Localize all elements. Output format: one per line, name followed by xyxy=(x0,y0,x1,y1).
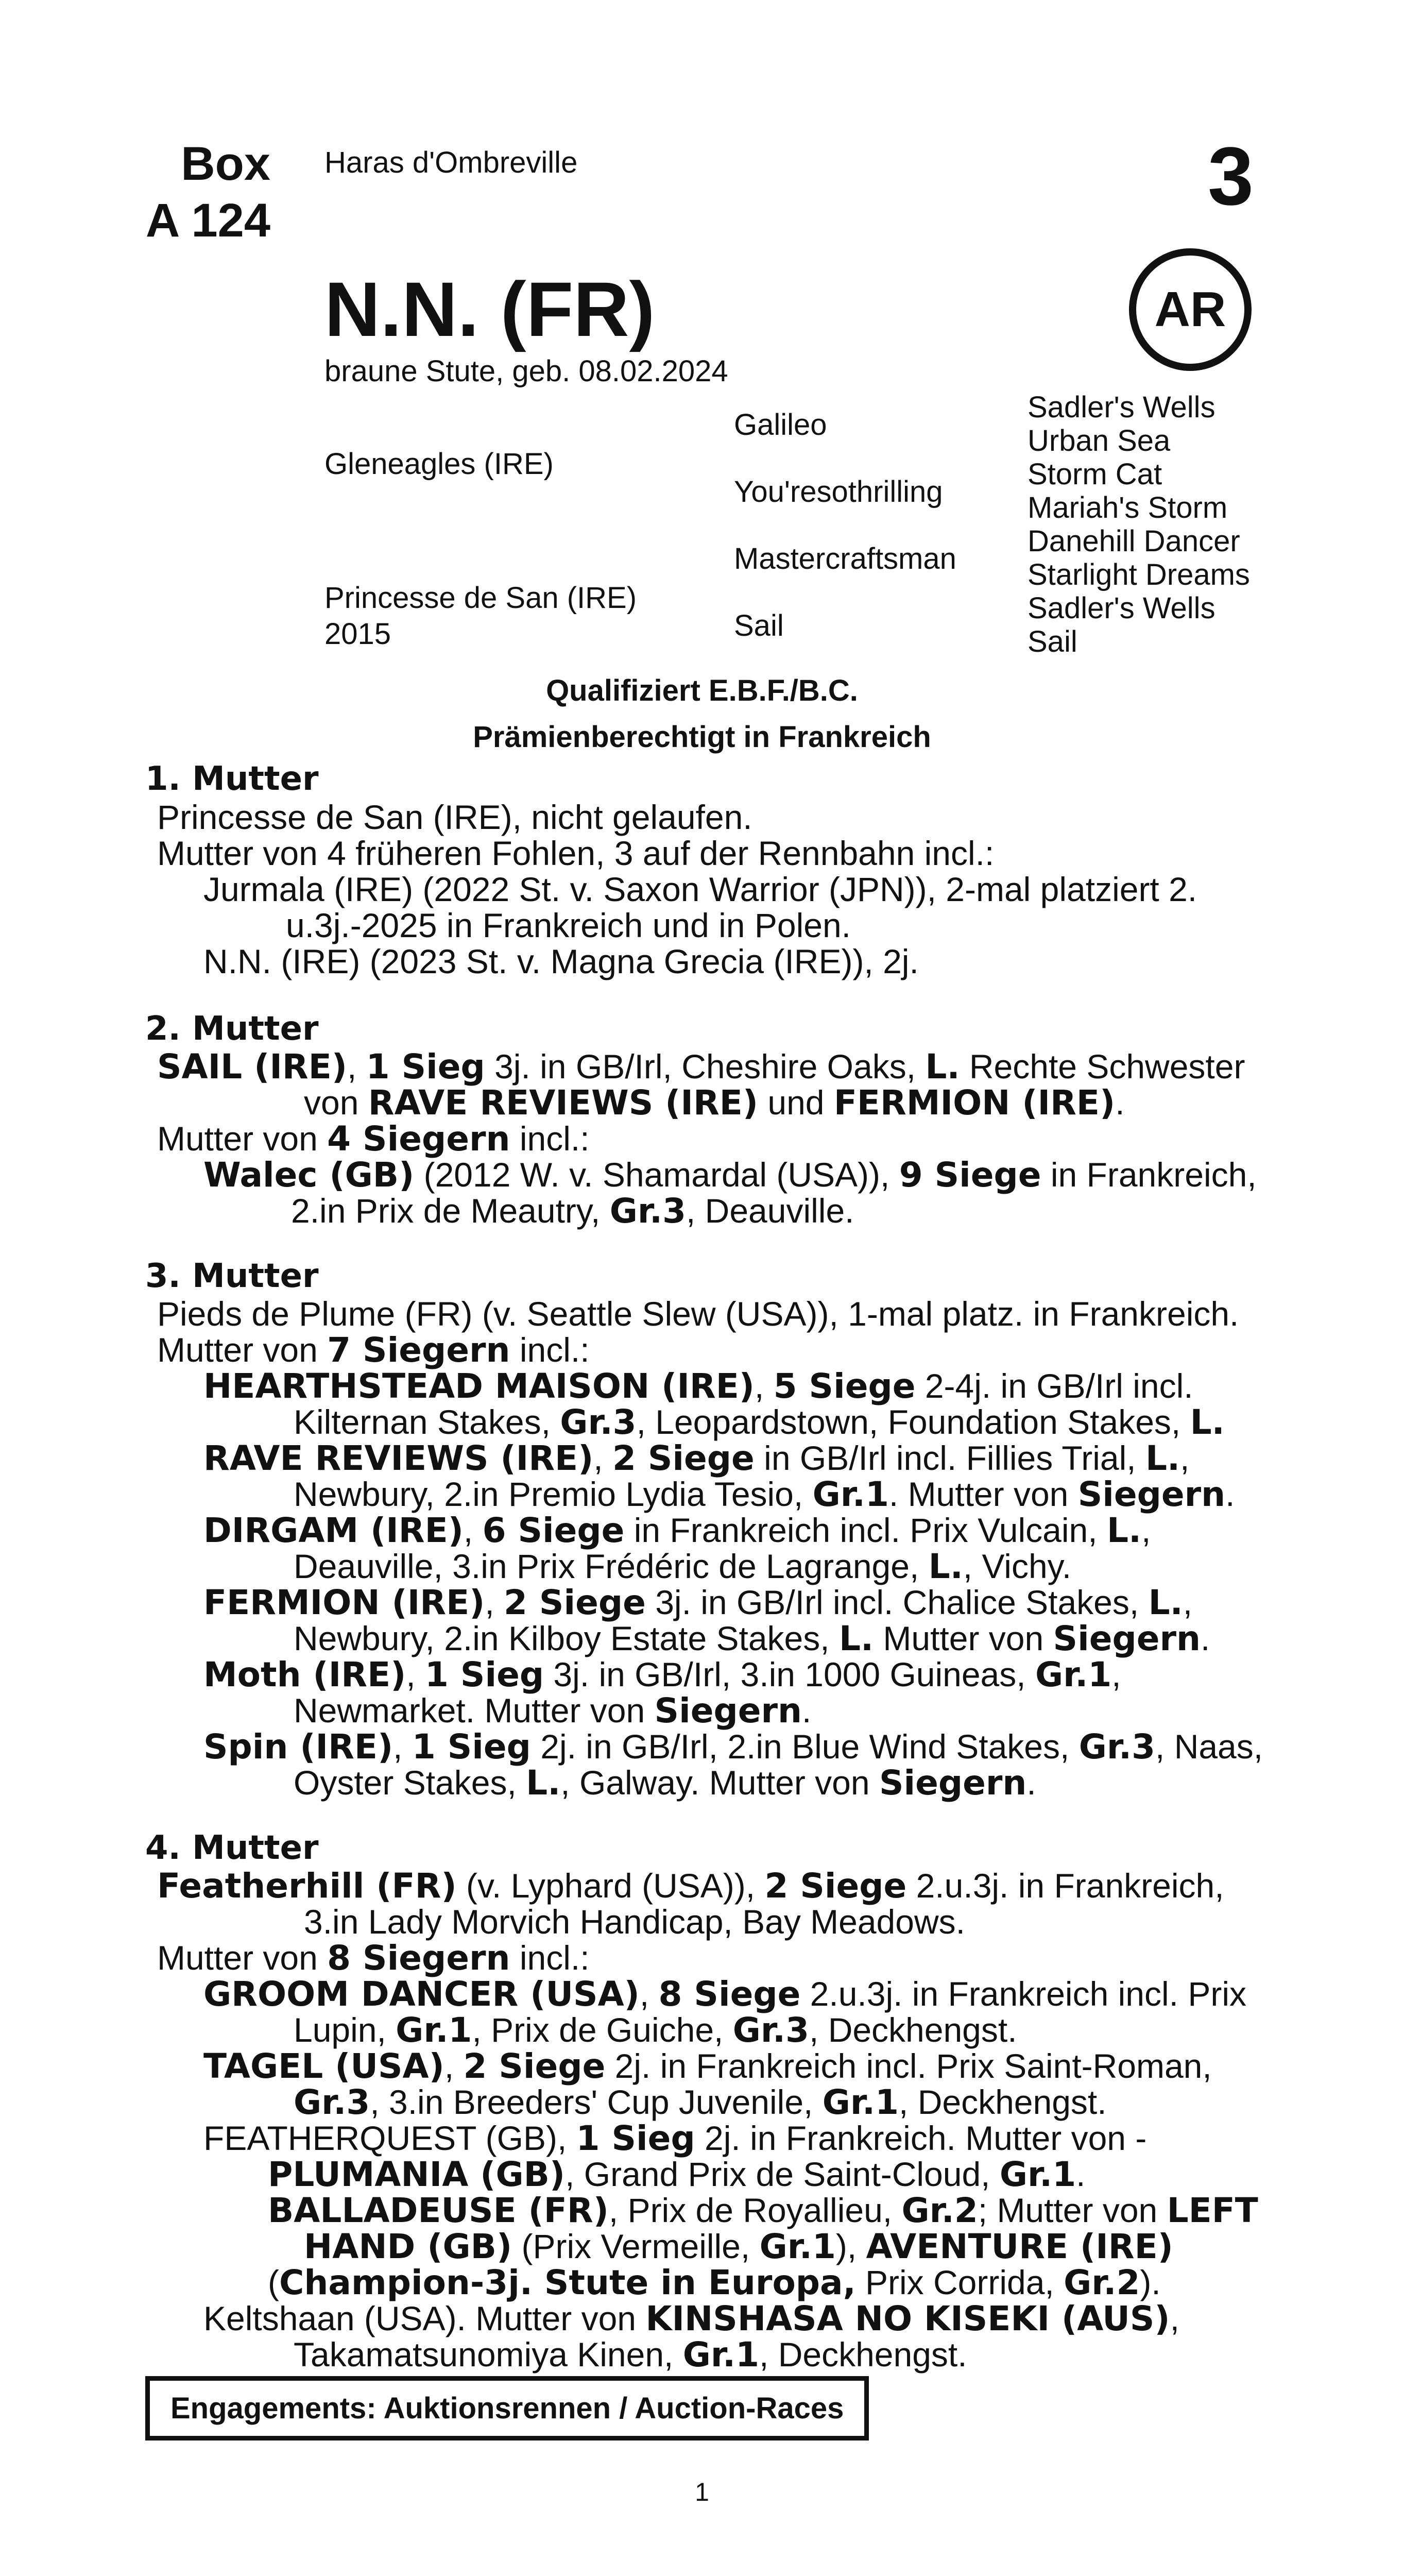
text-fragment: ; Mutter von xyxy=(978,2191,1167,2229)
box-label: Box xyxy=(181,138,270,190)
bold-fragment: KINSHASA NO KISEKI (AUS) xyxy=(645,2299,1170,2338)
bold-fragment: Moth (IRE) xyxy=(203,1655,406,1694)
bold-fragment: Gr.1 xyxy=(759,2227,836,2266)
pedigree-great-grandparent: Danehill Dancer xyxy=(1028,524,1240,558)
section-line xyxy=(294,2335,967,2375)
pedigree-great-grandparent: Starlight Dreams xyxy=(1028,558,1250,591)
section-line xyxy=(157,1294,1239,1333)
bold-fragment: GROOM DANCER (USA) xyxy=(203,1974,640,2014)
bold-fragment: L. xyxy=(925,1047,960,1087)
section-line xyxy=(294,1475,1235,1514)
text-fragment: , Naas, xyxy=(1155,1727,1263,1766)
section-line xyxy=(203,1727,1263,1767)
bold-fragment: 1 Sieg xyxy=(366,1047,485,1087)
bold-fragment: L. xyxy=(838,1619,874,1658)
text-fragment: , Galway. Mutter von xyxy=(560,1764,879,1802)
section-line xyxy=(203,1511,1151,1550)
text-fragment: 3.in Lady Morvich Handicap, Bay Meadows. xyxy=(304,1903,965,1941)
section-line xyxy=(203,2119,1146,2158)
bold-fragment: Gr.3 xyxy=(609,1191,686,1231)
section-line xyxy=(203,2299,1179,2338)
text-fragment: . xyxy=(1225,1475,1235,1513)
pedigree-great-grandparent: Sail xyxy=(1028,625,1077,658)
section-line xyxy=(203,2046,1212,2086)
text-fragment: , xyxy=(639,1975,659,2013)
horse-name: N.N. (FR) xyxy=(324,266,655,352)
text-fragment: Kilternan Stakes, xyxy=(294,1403,560,1441)
text-fragment: ( xyxy=(268,2263,279,2301)
section-line xyxy=(157,1938,590,1978)
text-fragment: . xyxy=(1076,2155,1086,2193)
page-number: 1 xyxy=(695,2478,709,2506)
text-fragment: incl.: xyxy=(510,1120,590,1158)
text-fragment: , xyxy=(444,2047,464,2085)
bold-fragment: 8 Siegern xyxy=(327,1938,510,1978)
section-line xyxy=(157,1047,1245,1087)
bold-fragment: 2 Siege xyxy=(612,1438,755,1478)
bold-fragment: BALLADEUSE (FR) xyxy=(268,2191,609,2230)
pedigree-dam-year: 2015 xyxy=(324,617,391,651)
text-fragment: in Frankreich incl. Prix Vulcain, xyxy=(624,1511,1107,1549)
text-fragment: Newmarket. Mutter von xyxy=(294,1691,655,1730)
bold-fragment: LEFT xyxy=(1167,2191,1258,2230)
section-line xyxy=(157,798,752,837)
bold-fragment: Siegern xyxy=(1077,1475,1226,1514)
text-fragment: 2-4j. in GB/Irl incl. xyxy=(915,1367,1193,1405)
bold-fragment: 2 Siege xyxy=(504,1583,646,1622)
section-line xyxy=(157,1330,590,1370)
bold-fragment: TAGEL (USA) xyxy=(203,2046,444,2086)
text-fragment: u.3j.-2025 in Frankreich und in Polen. xyxy=(286,906,851,944)
text-fragment: Prix Corrida, xyxy=(855,2263,1064,2301)
pedigree-grandparent: Mastercraftsman xyxy=(734,542,956,575)
text-fragment: in GB/Irl incl. Fillies Trial, xyxy=(754,1439,1145,1477)
bold-fragment: 2 Siege xyxy=(764,1866,907,1906)
section-line xyxy=(294,1547,1071,1586)
text-fragment: (Prix Vermeille, xyxy=(512,2227,760,2265)
text-fragment: , Deckhengst. xyxy=(759,2335,967,2374)
bold-fragment: L. xyxy=(1106,1511,1142,1550)
pedigree-great-grandparent: Mariah's Storm xyxy=(1028,491,1228,524)
bold-fragment: RAVE REVIEWS (IRE) xyxy=(368,1083,759,1123)
text-fragment: in Frankreich, xyxy=(1041,1156,1257,1194)
text-fragment: (2012 W. v. Shamardal (USA)), xyxy=(414,1156,899,1194)
box-number: A 124 xyxy=(145,194,270,247)
text-fragment: Princesse de San (IRE), nicht gelaufen. xyxy=(157,798,752,836)
section-line xyxy=(294,1402,1225,1442)
text-fragment: von xyxy=(304,1083,368,1122)
section-title: 3. Mutter xyxy=(145,1257,319,1295)
bold-fragment: 9 Siege xyxy=(899,1155,1041,1195)
text-fragment: Keltshaan (USA). Mutter von xyxy=(203,2299,646,2337)
text-fragment: , Deckhengst. xyxy=(899,2083,1107,2121)
bold-fragment: 1 Sieg xyxy=(425,1655,544,1694)
text-fragment: 2j. in Frankreich incl. Prix Saint-Roman, xyxy=(605,2047,1212,2085)
text-fragment: und xyxy=(758,1083,834,1122)
bold-fragment: Siegern xyxy=(1053,1619,1201,1658)
bold-fragment: L. xyxy=(526,1763,561,1803)
text-fragment: Rechte Schwester xyxy=(960,1047,1245,1086)
section-line xyxy=(203,1438,1189,1478)
text-fragment: 2.in Prix de Meautry, xyxy=(291,1192,610,1230)
bold-fragment: 6 Siege xyxy=(482,1511,625,1550)
bold-fragment: Gr.1 xyxy=(822,2082,899,2122)
qualification-premium: Prämienberechtigt in Frankreich xyxy=(473,720,931,754)
text-fragment: Oyster Stakes, xyxy=(294,1764,526,1802)
text-fragment: Deauville, 3.in Prix Frédéric de Lagrange, xyxy=(294,1547,929,1585)
section-line xyxy=(294,1763,1036,1803)
pedigree-sire: Gleneagles (IRE) xyxy=(324,447,554,481)
text-fragment: , Leopardstown, Foundation Stakes, xyxy=(636,1403,1190,1441)
pedigree-great-grandparent: Sadler's Wells xyxy=(1028,391,1215,424)
section-line xyxy=(157,1866,1224,1906)
text-fragment: Mutter von xyxy=(157,1120,328,1158)
text-fragment: incl.: xyxy=(510,1331,590,1369)
ar-badge xyxy=(1129,248,1252,371)
text-fragment: , xyxy=(1141,1511,1151,1549)
text-fragment: . xyxy=(1201,1619,1210,1657)
section-line xyxy=(304,1902,965,1941)
bold-fragment: 8 Siege xyxy=(658,1974,801,2014)
bold-fragment: Gr.1 xyxy=(1035,1655,1112,1694)
section-line xyxy=(203,942,919,981)
bold-fragment: Featherhill (FR) xyxy=(157,1866,457,1906)
text-fragment: FEATHERQUEST (GB), xyxy=(203,2119,576,2157)
section-line xyxy=(203,870,1197,909)
bold-fragment: Spin (IRE) xyxy=(203,1727,393,1767)
section-line xyxy=(268,2155,1085,2194)
bold-fragment: Walec (GB) xyxy=(203,1155,415,1195)
engagements-box xyxy=(145,2376,869,2441)
bold-fragment: Gr.3 xyxy=(560,1402,637,1442)
text-fragment: , Deauville. xyxy=(686,1192,854,1230)
text-fragment: Mutter von xyxy=(874,1619,1053,1657)
bold-fragment: Gr.3 xyxy=(1078,1727,1156,1767)
qualification-ebf: Qualifiziert E.B.F./B.C. xyxy=(546,674,858,707)
section-line xyxy=(294,2082,1107,2122)
section-line xyxy=(294,2010,1017,2050)
text-fragment: , 3.in Breeders' Cup Juvenile, xyxy=(370,2083,823,2121)
text-fragment: Newbury, 2.in Premio Lydia Tesio, xyxy=(294,1475,813,1513)
section-line xyxy=(203,1655,1121,1694)
text-fragment: , Prix de Guiche, xyxy=(472,2011,733,2049)
pedigree-great-grandparent: Storm Cat xyxy=(1028,457,1162,491)
text-fragment: Takamatsunomiya Kinen, xyxy=(294,2335,683,2374)
breeder: Haras d'Ombreville xyxy=(324,146,578,179)
bold-fragment: 7 Siegern xyxy=(327,1330,510,1370)
text-fragment: , xyxy=(1111,1655,1121,1693)
bold-fragment: SAIL (IRE) xyxy=(157,1047,347,1087)
bold-fragment: 5 Siege xyxy=(773,1366,916,1406)
bold-fragment: DIRGAM (IRE) xyxy=(203,1511,464,1550)
bold-fragment: Siegern xyxy=(654,1691,802,1731)
pedigree-grandparent: Sail xyxy=(734,609,784,642)
section-title: 4. Mutter xyxy=(145,1829,319,1867)
bold-fragment: L. xyxy=(1148,1583,1183,1622)
engagements-label: Engagements: Auktionsrennen / Auction-Races xyxy=(170,2392,844,2425)
pedigree-dam: Princesse de San (IRE) xyxy=(324,581,637,615)
bold-fragment: Gr.1 xyxy=(396,2010,472,2050)
text-fragment: 3j. in GB/Irl, Cheshire Oaks, xyxy=(485,1047,926,1086)
text-fragment: N.N. (IRE) (2023 St. v. Magna Grecia (IRE)), 2j. xyxy=(203,942,919,980)
bold-fragment: Siegern xyxy=(879,1763,1027,1803)
section-line xyxy=(203,1974,1246,2014)
section-line xyxy=(304,2227,1173,2266)
bold-fragment: L. xyxy=(928,1547,963,1586)
text-fragment: . xyxy=(1026,1764,1036,1802)
bold-fragment: L. xyxy=(1190,1402,1225,1442)
text-fragment: , xyxy=(593,1439,612,1477)
bold-fragment: FERMION (IRE) xyxy=(833,1083,1116,1123)
section-line xyxy=(203,1155,1257,1195)
text-fragment: Lupin, xyxy=(294,2011,396,2049)
horse-description: braune Stute, geb. 08.02.2024 xyxy=(324,354,728,388)
text-fragment: , xyxy=(463,1511,483,1549)
text-fragment: Newbury, 2.in Kilboy Estate Stakes, xyxy=(294,1619,839,1657)
text-fragment: Mutter von 4 früheren Fohlen, 3 auf der Rennbahn incl.: xyxy=(157,834,995,872)
text-fragment: , Vichy. xyxy=(963,1547,1072,1585)
text-fragment: , xyxy=(347,1047,366,1086)
section-title: 2. Mutter xyxy=(145,1010,319,1048)
bold-fragment: Gr.1 xyxy=(812,1475,889,1514)
section-line xyxy=(203,1366,1193,1406)
text-fragment: 2j. in Frankreich. Mutter von - xyxy=(695,2119,1147,2157)
text-fragment: , xyxy=(406,1655,425,1693)
bold-fragment: L. xyxy=(1145,1438,1180,1478)
text-fragment: Mutter von xyxy=(157,1939,328,1977)
text-fragment: incl.: xyxy=(510,1939,590,1977)
pedigree-grandparent: You'resothrilling xyxy=(734,475,943,509)
bold-fragment: 1 Sieg xyxy=(412,1727,531,1767)
bold-fragment: AVENTURE (IRE) xyxy=(866,2227,1173,2266)
section-line xyxy=(291,1191,854,1231)
text-fragment: 3j. in GB/Irl, 3.in 1000 Guineas, xyxy=(544,1655,1035,1693)
text-fragment: 2.u.3j. in Frankreich, xyxy=(906,1867,1224,1905)
pedigree-great-grandparent: Urban Sea xyxy=(1028,424,1171,457)
bold-fragment: Gr.3 xyxy=(294,2082,370,2122)
text-fragment: . Mutter von xyxy=(888,1475,1078,1513)
text-fragment: , Deckhengst. xyxy=(809,2011,1017,2049)
text-fragment: . xyxy=(1115,1083,1125,1122)
section-line xyxy=(286,906,851,945)
text-fragment: , Prix de Royallieu, xyxy=(608,2191,902,2229)
text-fragment: 2.u.3j. in Frankreich incl. Prix xyxy=(800,1975,1246,2013)
section-line xyxy=(304,1083,1125,1123)
bold-fragment: Gr.1 xyxy=(999,2155,1076,2194)
text-fragment: (v. Lyphard (USA)), xyxy=(456,1867,765,1905)
text-fragment: Jurmala (IRE) (2022 St. v. Saxon Warrior (JPN)), 2-mal platziert 2. xyxy=(203,870,1197,908)
text-fragment: ), xyxy=(835,2227,866,2265)
text-fragment: 2j. in GB/Irl, 2.in Blue Wind Stakes, xyxy=(530,1727,1079,1766)
bold-fragment: Gr.2 xyxy=(1064,2263,1140,2302)
bold-fragment: 1 Sieg xyxy=(576,2119,695,2158)
text-fragment: , xyxy=(485,1583,504,1621)
bold-fragment: Gr.2 xyxy=(901,2191,978,2230)
bold-fragment: Champion-3j. Stute in Europa, xyxy=(279,2263,856,2302)
text-fragment: , xyxy=(1170,2299,1179,2337)
section-title: 1. Mutter xyxy=(145,760,319,798)
text-fragment: Pieds de Plume (FR) (v. Seattle Slew (USA)), 1-mal platz. in Frankreich. xyxy=(157,1295,1239,1333)
bold-fragment: HEARTHSTEAD MAISON (IRE) xyxy=(203,1366,755,1406)
bold-fragment: Gr.3 xyxy=(732,2010,810,2050)
bold-fragment: 2 Siege xyxy=(463,2046,606,2086)
text-fragment: , xyxy=(754,1367,774,1405)
bold-fragment: FERMION (IRE) xyxy=(203,1583,485,1622)
section-line xyxy=(157,1119,590,1159)
section-line xyxy=(268,2191,1258,2230)
bold-fragment: Gr.1 xyxy=(682,2335,760,2375)
section-line xyxy=(294,1619,1210,1658)
text-fragment: , xyxy=(1183,1583,1193,1621)
text-fragment: , xyxy=(1180,1439,1190,1477)
text-fragment: 3j. in GB/Irl incl. Chalice Stakes, xyxy=(645,1583,1149,1621)
section-line xyxy=(268,2263,1161,2302)
text-fragment: . xyxy=(802,1691,812,1730)
ar-badge-label: AR xyxy=(1154,282,1226,337)
section-line xyxy=(203,1583,1192,1622)
bold-fragment: PLUMANIA (GB) xyxy=(268,2155,566,2194)
section-line xyxy=(157,834,994,873)
pedigree-grandparent: Galileo xyxy=(734,408,827,442)
bold-fragment: 4 Siegern xyxy=(327,1119,510,1159)
text-fragment: , xyxy=(393,1727,412,1766)
bold-fragment: RAVE REVIEWS (IRE) xyxy=(203,1438,594,1478)
pedigree-great-grandparent: Sadler's Wells xyxy=(1028,591,1215,625)
bold-fragment: HAND (GB) xyxy=(304,2227,512,2266)
text-fragment: , Grand Prix de Saint-Cloud, xyxy=(565,2155,1000,2193)
text-fragment: ). xyxy=(1140,2263,1161,2301)
text-fragment: Mutter von xyxy=(157,1331,328,1369)
section-line xyxy=(294,1691,811,1731)
lot-number: 3 xyxy=(1208,130,1254,222)
